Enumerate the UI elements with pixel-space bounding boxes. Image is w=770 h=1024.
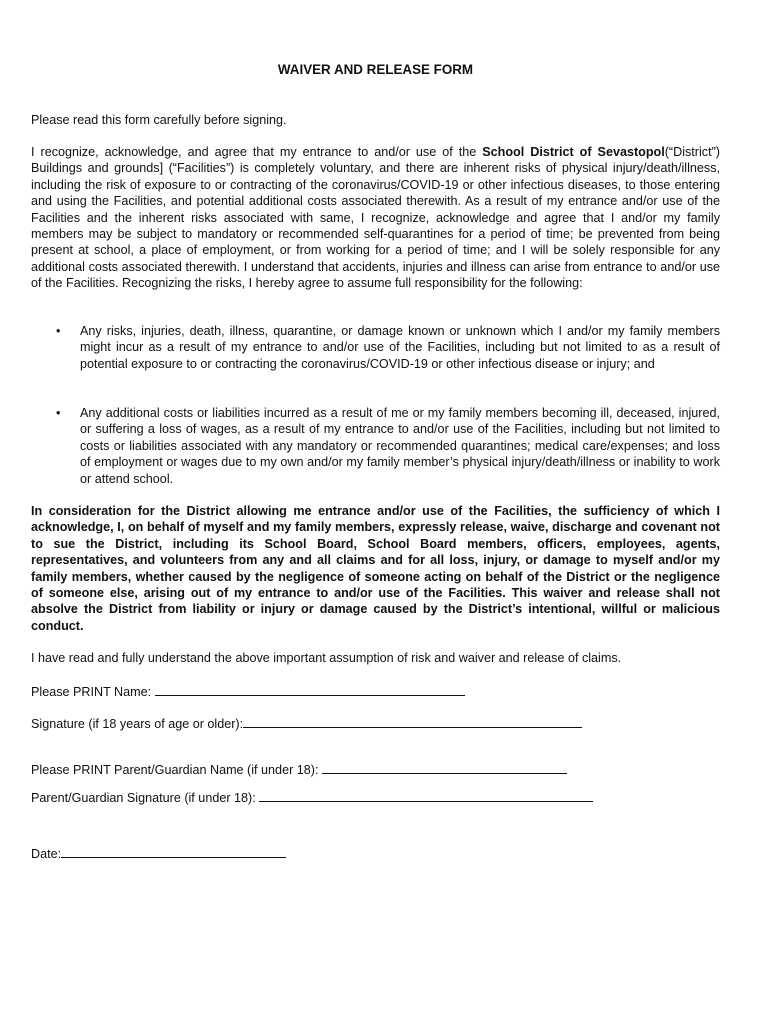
signature-label: Signature (if 18 years of age or older): [31,717,244,731]
bullet-icon: • [56,406,61,420]
guardian-name-field [31,760,567,778]
responsibility-list-1 [31,323,720,372]
print-name-field [31,682,465,700]
signature-blank[interactable] [243,714,582,728]
bullet-icon: • [56,324,61,338]
guardian-signature-blank[interactable] [259,788,593,802]
date-label: Date: [31,847,62,861]
form-title: WAIVER AND RELEASE FORM [277,62,474,77]
guardian-signature-label: Parent/Guardian Signature (if under 18): [31,791,256,805]
date-field [31,844,286,862]
acknowledgement-text: I have read and fully understand the above important assumption of risk and waiver and release of claims. [31,651,622,665]
release-paragraph: In consideration for the District allowing me entrance and/or use of the Facilities, the sufficiency of which I acknowledge, I, on behalf of myself and my family members, expressly release, waive, discharge and covenant not to sue the District, including its School Board, School Board members, officers, employees, agents, representatives, and volunteers from any and all claims and for all loss, injury, or damage to myself and/or my family members, whether caused by the negligence of someone acting on behalf of the District or the negligence of someone else, arising out of my entrance to and/or use of the Facilities. This waiver and release shall not absolve the District from liability or injury or damage caused by the District’s intentional, willful or malicious conduct. [31,504,720,633]
bullet-text: Any additional costs or liabilities incurred as a result of me or my family members becoming ill, deceased, injured, or suffering a loss of wages, as a result of my entrance to and/or use of the Facilities, including but not limited to costs or liabilities associated with any mandatory or recommended quarantines; medical care/expenses; and loss of employment or wages due to my own and/or my family member’s physical injury/death/illness or inability to work or attend school. [80,406,720,486]
print-name-blank[interactable] [155,682,465,696]
guardian-name-blank[interactable] [322,760,567,774]
para1-lead: I recognize, acknowledge, and agree that my entrance to and/or use of the [31,145,483,159]
intro-text: Please read this form carefully before signing. [31,113,287,127]
guardian-signature-field [31,788,593,806]
bullet-text: Any risks, injuries, death, illness, quarantine, or damage known or unknown which I and/or my family members might incur as a result of my entrance to and/or use of the Facilities, including but not limited to as a result of potential exposure to or contracting the coronavirus/COVID-19 or other infectious disease or injury; and [80,324,720,371]
para1-body: (“District”) Buildings and grounds] (“Facilities”) is completely voluntary, and there are inherent risks of physical injury/death/illness, including the risk of exposure to or contracting of the coronavirus/COVID-19 or other infectious diseases, to those entering and using the Facilities, and potential additional costs associated therewith. As a result of my entrance and/or use of the Facilities and the inherent risks associated with same, I recognize, acknowledge and agree that I and/or my family members may be subject to mandatory or recommended self-quarantines for a period of time; be prevented from being present at school, a place of employment, or from working for a period of time; and I will be solely responsible for any additional costs associated therewith. I understand that accidents, injuries and illness can arise from entrance to and/or use of the Facilities. Recognizing the risks, I hereby agree to assume full responsibility for the following: [31,145,720,291]
risk-acknowledgement-paragraph [31,144,720,292]
district-name: School District of Sevastopol [482,145,665,159]
guardian-name-label: Please PRINT Parent/Guardian Name (if under 18): [31,763,319,777]
list-item [31,405,720,487]
print-name-label: Please PRINT Name: [31,685,152,699]
list-item [31,323,720,372]
date-blank[interactable] [61,844,286,858]
signature-field [31,714,582,732]
responsibility-list-2 [31,405,720,487]
